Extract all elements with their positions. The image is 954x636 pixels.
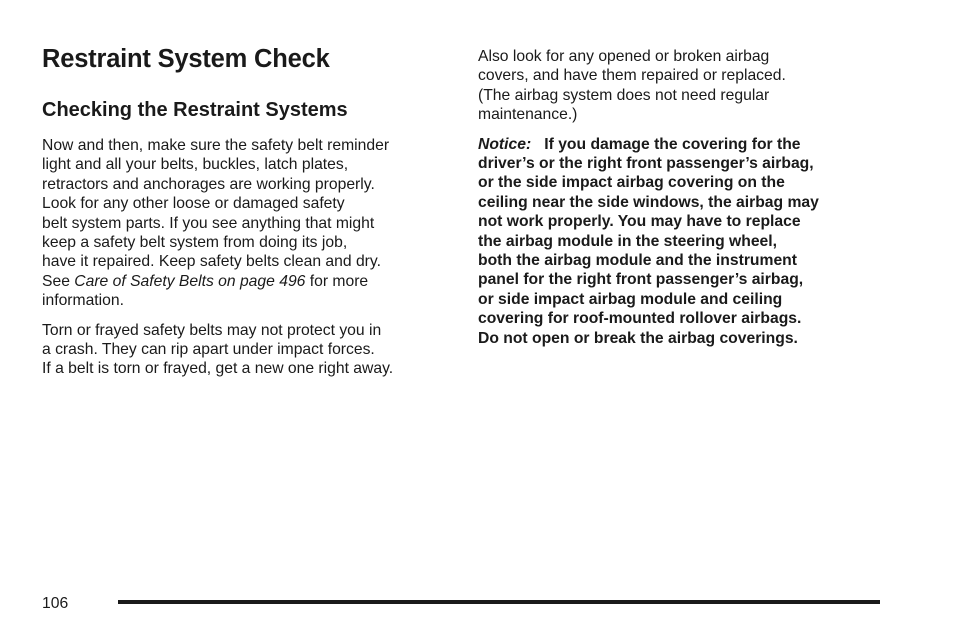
notice-line: or the side impact airbag covering on the <box>478 174 785 192</box>
text-line: Look for any other loose or damaged safety <box>42 195 345 213</box>
notice-line: covering for roof-mounted rollover airbags. <box>478 310 802 328</box>
notice-block <box>478 135 878 348</box>
notice-line: not work properly. You may have to replace <box>478 213 801 231</box>
text-line: maintenance.) <box>478 106 578 124</box>
notice-line: panel for the right front passenger’s airbag, <box>478 271 804 289</box>
text-line: Torn or frayed safety belts may not protect you in <box>42 321 382 339</box>
page-number: 106 <box>42 595 69 612</box>
text-line: have it repaired. Keep safety belts clean and dry. <box>42 253 381 271</box>
notice-label: Notice: <box>478 135 532 153</box>
text-line-reference <box>42 272 452 291</box>
cross-reference: Care of Safety Belts on page 496 <box>74 272 306 290</box>
text-line: a crash. They can rip apart under impact forces. <box>42 341 375 359</box>
notice-line: both the airbag module and the instrument <box>478 252 797 270</box>
text-line: belt system parts. If you see anything that might <box>42 214 375 232</box>
text-line: Also look for any opened or broken airbag <box>478 48 770 65</box>
text-line: (The airbag system does not need regular <box>478 86 770 104</box>
text-line: covers, and have them repaired or replaced. <box>478 67 786 85</box>
text-line: Now and then, make sure the safety belt reminder <box>42 137 390 154</box>
notice-line: the airbag module in the steering wheel, <box>478 232 777 250</box>
text-line: light and all your belts, buckles, latch plates, <box>42 156 349 174</box>
text-line: retractors and anchorages are working properly. <box>42 175 375 193</box>
text-line: keep a safety belt system from doing its job, <box>42 234 348 252</box>
paragraph-torn-belts <box>42 321 452 379</box>
text-line: If a belt is torn or frayed, get a new one right away. <box>42 360 394 378</box>
right-column <box>478 47 878 364</box>
footer-rule <box>118 600 880 604</box>
paragraph-airbag-covers <box>478 47 878 125</box>
page-title: Restraint System Check <box>42 45 330 73</box>
reference-suffix: for more <box>305 272 369 290</box>
text-line: information. <box>42 292 124 310</box>
notice-line: Do not open or break the airbag coverings. <box>478 329 798 347</box>
see-text: See <box>42 272 75 290</box>
section-heading: Checking the Restraint Systems <box>42 99 348 121</box>
notice-first-line <box>478 135 878 154</box>
left-column <box>42 44 452 379</box>
notice-line: or side impact airbag module and ceiling <box>478 290 783 308</box>
notice-text: If you damage the covering for the <box>544 135 801 153</box>
notice-line: driver’s or the right front passenger’s airbag, <box>478 155 814 173</box>
paragraph-check-belts <box>42 136 452 311</box>
notice-line: ceiling near the side windows, the airbag may <box>478 193 819 211</box>
